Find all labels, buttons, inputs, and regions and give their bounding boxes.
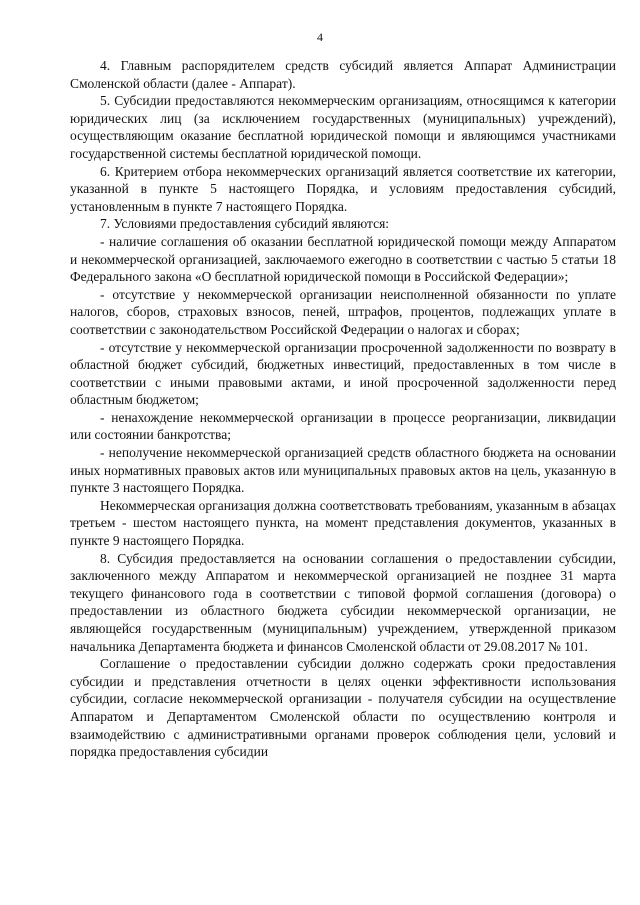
paragraph-item-6: 6. Критерием отбора некоммерческих организаций является соответствие их категории, указанной в пункте 5 настоящего Порядка, и условиям предоставления субсидий, установленным в пункте 7 настоящего Порядка. (70, 163, 616, 214)
paragraph-condition-agreement: - наличие соглашения об оказании бесплатной юридической помощи между Аппаратом и некоммерческой организацией, заключаемого ежегодно в соответствии с частью 5 статьи 18 Федерального закона «О бесплатной юридической помощи в Российской Федерации»; (70, 233, 616, 285)
paragraph-item-8: 8. Субсидия предоставляется на основании соглашения о предоставлении субсидии, заключенного между Аппаратом и некоммерческой организацией не позднее 31 марта текущего финансового года в соответствии с типовой формой соглашения (договора) о предоставлении из областного бюджета субсидии некоммерческой организации, не являющейся государственным (муниципальным) учреждением, утвержденной приказом начальника Департамента бюджета и финансов Смоленской области от 29.08.2017 № 101. (70, 550, 616, 654)
paragraph-compliance-requirement: Некоммерческая организация должна соответствовать требованиям, указанным в абзацах третьем - шестом настоящего пункта, на момент представления документов, указанных в пункте 9 настоящего Порядка. (70, 497, 616, 549)
paragraph-item-7-heading: 7. Условиями предоставления субсидий являются: (100, 216, 390, 232)
paragraph-condition-no-tax-debt: - отсутствие у некоммерческой организации неисполненной обязанности по уплате налогов, сборов, страховых взносов, пеней, штрафов, процентов, подлежащих уплате в соответствии с законодательством Российской Федерации о налогах и сборах; (70, 286, 616, 337)
paragraph-item-5: 5. Субсидии предоставляются некоммерческим организациям, относящимся к категории юридических лиц (за исключением государственных (муниципальных) учреждений), осуществляющим оказание бесплатной юридической помощи и являющимся участниками государственной системы бесплатной юридической помощи. (70, 93, 616, 161)
paragraph-condition-no-reorganization: - ненахождение некоммерческой организации в процессе реорганизации, ликвидации или состоянии банкротства; (70, 409, 616, 443)
page-number: 4 (317, 30, 323, 44)
paragraph-agreement-contents: Соглашение о предоставлении субсидии должно содержать сроки предоставления субсидии и представления отчетности в целях оценки эффективности использования субсидии, согласие некоммерческой организации - получателя субсидии на осуществление Аппаратом и Департаментом Смоленской области по осуществлению контроля и взаимодействию с административными органами проверок соблюдения цели, условий и порядка предоставления субсидии (70, 656, 616, 760)
paragraph-condition-no-overdue-debt: - отсутствие у некоммерческой организации просроченной задолженности по возврату в областной бюджет субсидий, бюджетных инвестиций, предоставленных в том числе в соответствии с иными правовыми актами, и иной просроченной задолженности перед областным бюджетом; (70, 339, 616, 408)
document-body (70, 57, 616, 761)
paragraph-item-4: 4. Главным распорядителем средств субсидий является Аппарат Администрации Смоленской области (далее - Аппарат). (70, 58, 616, 91)
paragraph-condition-no-other-funds: - неполучение некоммерческой организацией средств областного бюджета на основании иных нормативных правовых актов или муниципальных правовых актов на цель, указанную в пункте 3 настоящего Порядка. (70, 445, 616, 496)
